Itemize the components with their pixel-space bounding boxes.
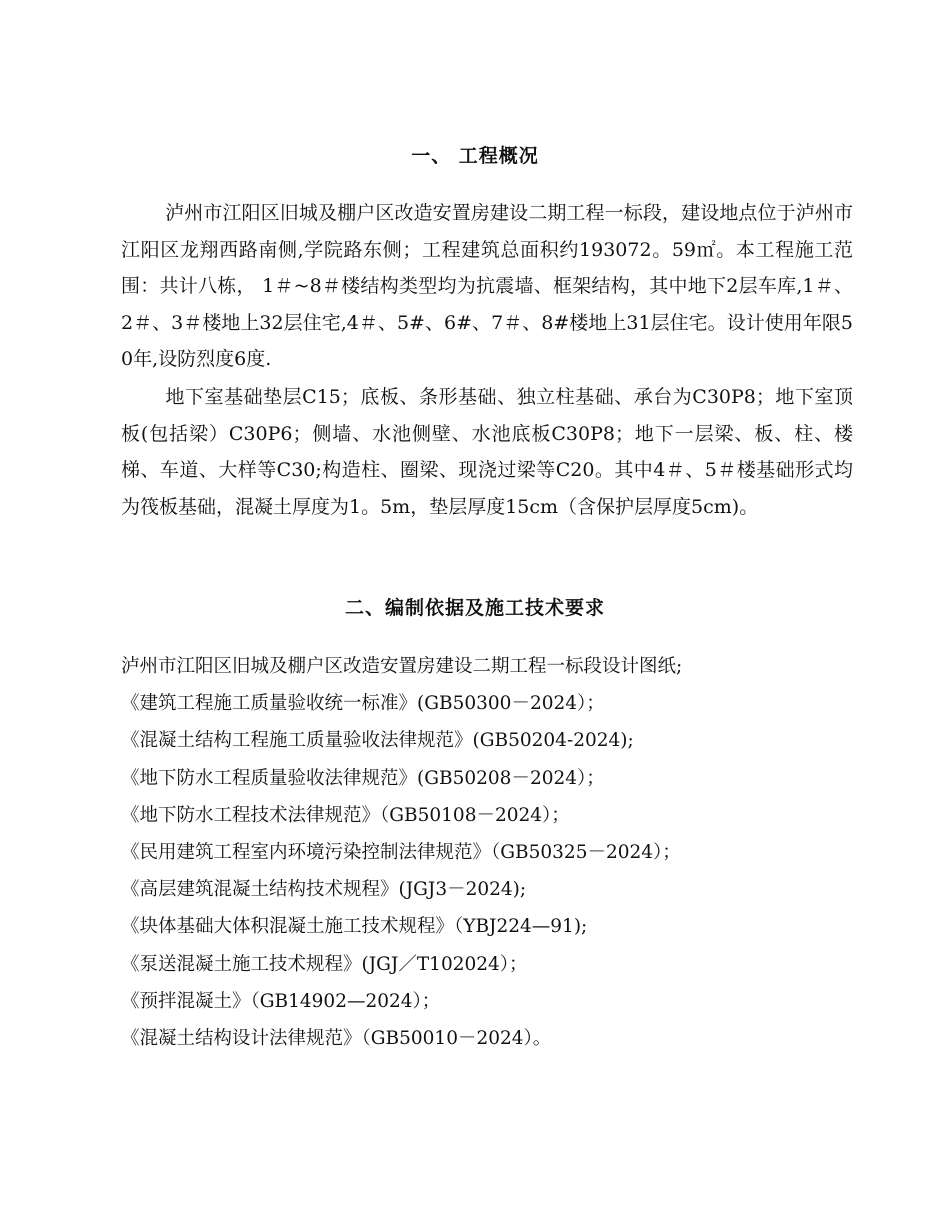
paragraph-2-text: 地下室基础垫层C15；底板、条形基础、独立柱基础、承台为C30P8；地下室顶板(包括梁）C30P6；侧墙、水池侧壁、水池底板C30P8；地下一层梁、板、柱、楼梯、车道、大样等C30;构造柱、圈梁、现浇过梁等C20。其中4＃、5＃楼基础形式均为筏板基础，混凝土厚度为1。5m，垫层厚度15cm（含保护层厚度5cm)。 <box>121 386 853 518</box>
paragraph-1-text: 泸州市江阳区旧城及棚户区改造安置房建设二期工程一标段，建设地点位于泸州市江阳区龙翔西路南侧,学院路东侧；工程建筑总面积约193072。59㎡。本工程施工范围：共计八栋， 1＃~8＃楼结构类型均为抗震墙、框架结构，其中地下2层车库,1＃、2＃、3＃楼地上32层住宅,4＃、5#、6#、7＃、8#楼地上31层住宅。设计使用年限50年,设防烈度6度. <box>121 202 853 371</box>
reference-item: 《混凝土结构工程施工质量验收法律规范》(GB50204-2024); <box>121 730 634 752</box>
reference-item: 《民用建筑工程室内环境污染控制法律规范》（GB50325－2024）； <box>121 842 681 864</box>
project-overview-paragraph-1 <box>121 195 853 378</box>
reference-item: 《混凝土结构设计法律规范》（GB50010－2024）。 <box>121 1028 552 1050</box>
reference-item: 《建筑工程施工质量验收统一标准》(GB50300－2024）； <box>121 693 605 715</box>
section-2-heading: 二、编制依据及施工技术要求 <box>344 597 605 619</box>
reference-item: 泸州市江阳区旧城及棚户区改造安置房建设二期工程一标段设计图纸; <box>121 656 683 677</box>
reference-item: 《泵送混凝土施工技术规程》(JGJ／T102024）； <box>121 953 528 975</box>
reference-item: 《预拌混凝土》（GB14902—2024）； <box>121 990 441 1012</box>
reference-list <box>121 648 853 1057</box>
reference-item: 《高层建筑混凝土结构技术规程》(JGJ3－2024); <box>121 879 527 901</box>
reference-item: 《地下防水工程质量验收法律规范》(GB50208－2024）； <box>121 767 605 789</box>
reference-item: 《地下防水工程技术法律规范》（GB50108－2024）； <box>121 804 570 826</box>
section-1-heading: 一、 工程概况 <box>411 145 539 167</box>
project-overview-paragraph-2 <box>121 379 853 525</box>
reference-item: 《块体基础大体积混凝土施工技术规程》（YBJ224—91); <box>121 916 588 938</box>
